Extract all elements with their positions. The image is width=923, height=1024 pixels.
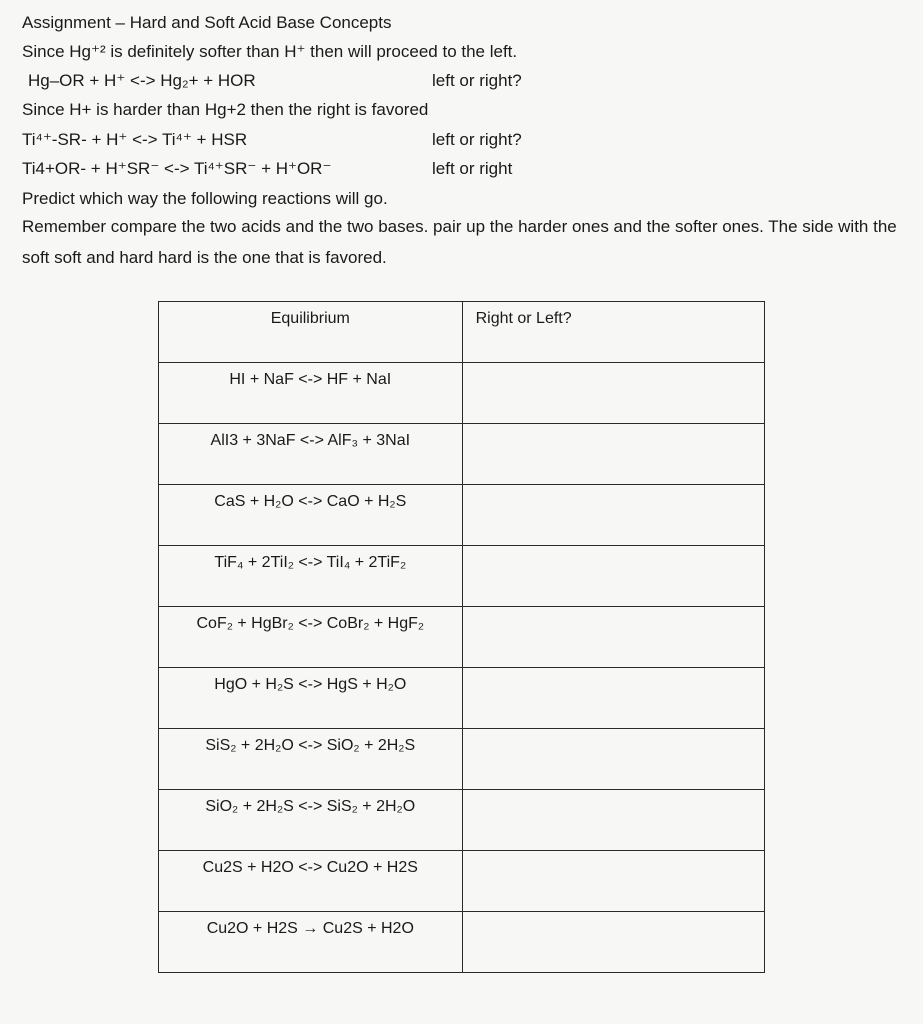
answer-cell[interactable] — [462, 424, 764, 485]
equilibrium-cell — [159, 424, 463, 485]
instructions-remember: Remember compare the two acids and the two bases. pair up the harder ones and the softer ones. The side with the soft soft and hard hard is the one that is favored. — [22, 217, 897, 267]
answer-cell[interactable] — [462, 851, 764, 912]
answer-cell[interactable] — [462, 912, 764, 973]
header-equilibrium: Equilibrium — [270, 310, 350, 327]
reaction-text: Cu2O + H2S → Cu2S + H2O — [206, 920, 414, 937]
table-row — [159, 607, 765, 668]
answer-cell[interactable] — [462, 363, 764, 424]
equilibrium-cell — [159, 546, 463, 607]
table-row — [159, 485, 765, 546]
example-equation-2: Ti⁴⁺-SR- + H⁺ <-> Ti⁴⁺ + HSR — [22, 130, 248, 149]
example-equation-1: Hg–OR + H⁺ <-> Hg₂+ + HOR — [28, 71, 256, 90]
example-question-3: left or right — [432, 159, 513, 178]
answer-cell[interactable] — [462, 485, 764, 546]
table-row — [159, 546, 765, 607]
intro-sentence-hg: Since Hg⁺² is definitely softer than H⁺ then will proceed to the left. — [22, 42, 518, 61]
reaction-text: TiF₄ + 2TiI₂ <-> TiI₄ + 2TiF₂ — [214, 554, 407, 571]
table-row — [159, 424, 765, 485]
equilibrium-cell — [159, 729, 463, 790]
answer-cell[interactable] — [462, 790, 764, 851]
reaction-text: CoF₂ + HgBr₂ <-> CoBr₂ + HgF₂ — [196, 615, 425, 632]
reaction-text: HgO + H₂S <-> HgS + H₂O — [214, 676, 407, 693]
answer-cell[interactable] — [462, 546, 764, 607]
example-question-1: left or right? — [432, 71, 522, 90]
answer-cell[interactable] — [462, 607, 764, 668]
table-row — [159, 363, 765, 424]
reaction-text: SiO₂ + 2H₂S <-> SiS₂ + 2H₂O — [205, 798, 416, 815]
answer-cell[interactable] — [462, 729, 764, 790]
instructions-predict: Predict which way the following reactions will go. — [22, 189, 388, 208]
table-row — [159, 729, 765, 790]
header-right-or-left: Right or Left? — [475, 310, 572, 327]
equilibrium-cell — [159, 485, 463, 546]
intro-sentence-h: Since H+ is harder than Hg+2 then the right is favored — [22, 100, 429, 119]
table-row — [159, 790, 765, 851]
table-row — [159, 668, 765, 729]
equilibrium-table — [158, 301, 765, 973]
reaction-text: Cu2S + H2O <-> Cu2O + H2S — [202, 859, 418, 876]
equilibrium-cell — [159, 851, 463, 912]
table-row — [159, 851, 765, 912]
equilibrium-cell — [159, 363, 463, 424]
page-title: Assignment – Hard and Soft Acid Base Concepts — [22, 13, 392, 32]
reaction-text: SiS₂ + 2H₂O <-> SiO₂ + 2H₂S — [205, 737, 416, 754]
reaction-text: HI + NaF <-> HF + NaI — [229, 371, 392, 388]
reaction-text: AlI3 + 3NaF <-> AlF₃ + 3NaI — [210, 432, 411, 449]
equilibrium-cell — [159, 912, 463, 973]
equilibrium-cell — [159, 607, 463, 668]
header-cell-equilibrium — [159, 302, 463, 363]
header-cell-answer — [462, 302, 764, 363]
example-question-2: left or right? — [432, 130, 522, 149]
equilibrium-cell — [159, 790, 463, 851]
reaction-text: CaS + H₂O <-> CaO + H₂S — [214, 493, 407, 510]
example-equation-3: Ti4+OR- + H⁺SR⁻ <-> Ti⁴⁺SR⁻ + H⁺OR⁻ — [22, 159, 332, 178]
table-row — [159, 912, 765, 973]
table-header-row — [159, 302, 765, 363]
answer-cell[interactable] — [462, 668, 764, 729]
equilibrium-cell — [159, 668, 463, 729]
